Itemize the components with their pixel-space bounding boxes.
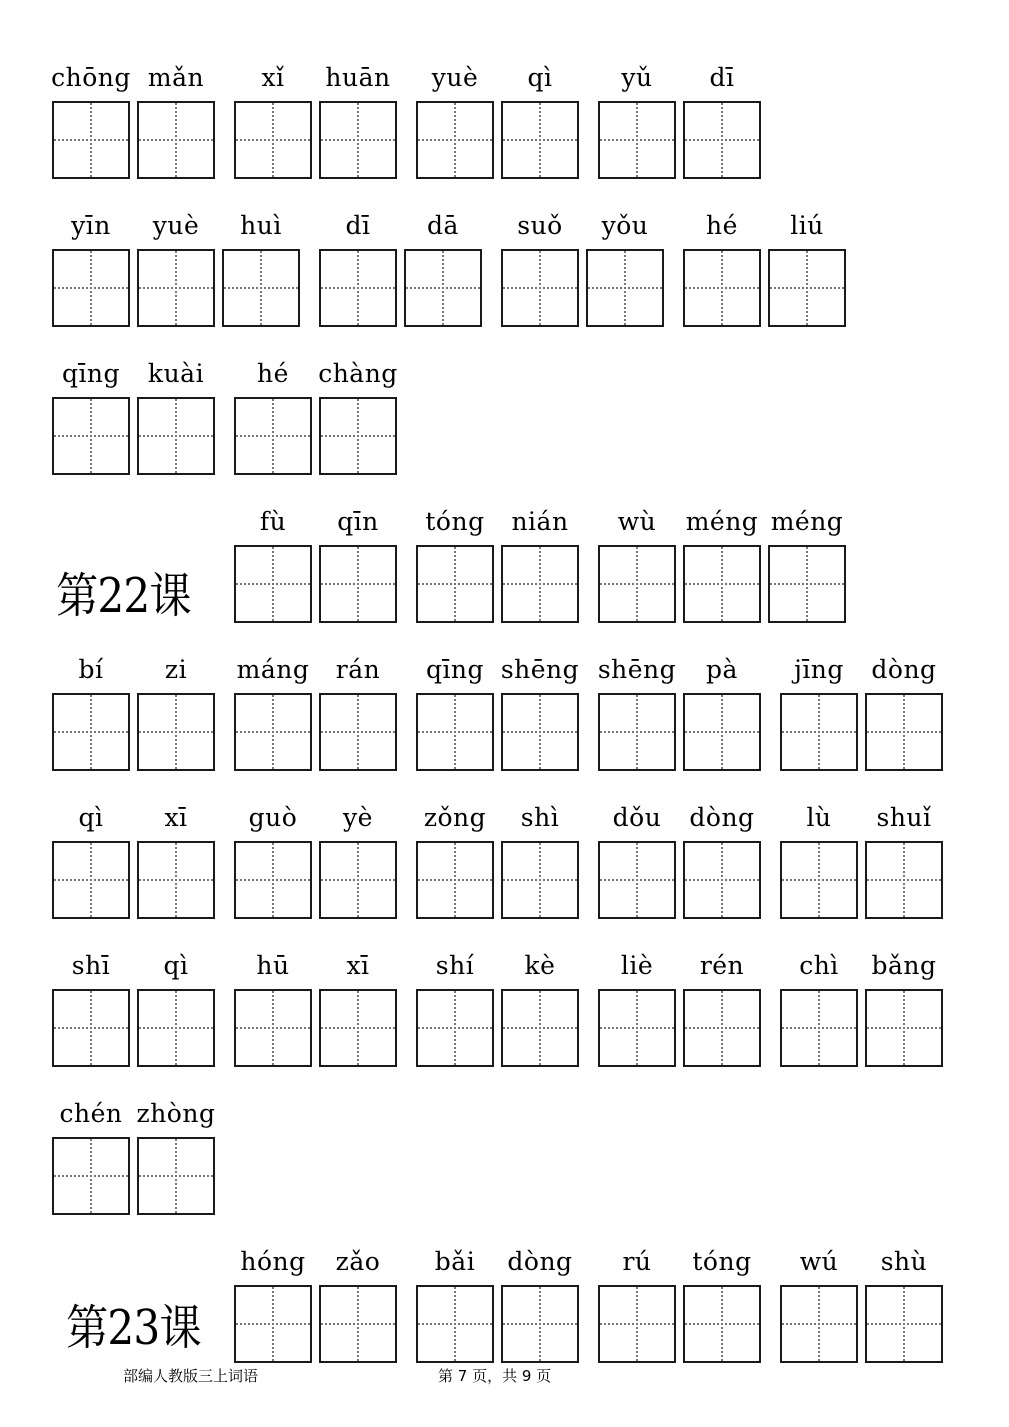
writing-grid-box[interactable] <box>683 545 761 623</box>
syllable <box>499 802 581 834</box>
word-row <box>0 950 1009 1070</box>
writing-grid-box[interactable] <box>234 693 312 771</box>
syllable <box>50 358 132 390</box>
pinyin-label: liú <box>790 211 824 240</box>
syllable <box>135 654 217 686</box>
syllable <box>414 654 496 686</box>
writing-grid-box[interactable] <box>52 1137 130 1215</box>
syllable <box>584 210 666 242</box>
grid-guide-horizontal <box>139 287 213 289</box>
pinyin-label: chén <box>59 1099 123 1128</box>
pinyin-label: rán <box>335 655 381 684</box>
grid-guide-horizontal <box>588 287 662 289</box>
writing-grid-box[interactable] <box>137 841 215 919</box>
grid-guide-horizontal <box>685 139 759 141</box>
grid-guide-horizontal <box>54 1175 128 1177</box>
syllable <box>232 358 314 390</box>
pinyin-label: dòng <box>689 803 755 832</box>
writing-grid-box[interactable] <box>865 841 943 919</box>
pinyin-label: suǒ <box>517 211 563 240</box>
pinyin-label: xǐ <box>261 63 285 92</box>
pinyin-label: yǔ <box>621 63 653 92</box>
grid-guide-horizontal <box>321 879 395 881</box>
grid-guide-horizontal <box>503 879 577 881</box>
syllable <box>135 210 217 242</box>
writing-grid-box[interactable] <box>319 249 397 327</box>
grid-guide-horizontal <box>321 287 395 289</box>
grid-guide-horizontal <box>867 1027 941 1029</box>
pinyin-label: yīn <box>71 211 111 240</box>
syllable <box>50 1098 132 1130</box>
syllable <box>596 802 678 834</box>
grid-guide-horizontal <box>600 139 674 141</box>
pinyin-label: chì <box>799 951 839 980</box>
syllable <box>778 1246 860 1278</box>
syllable <box>681 802 763 834</box>
syllable <box>135 950 217 982</box>
grid-guide-horizontal <box>770 287 844 289</box>
grid-guide-horizontal <box>600 879 674 881</box>
pinyin-label: huān <box>325 63 391 92</box>
grid-guide-horizontal <box>867 731 941 733</box>
writing-grid-box[interactable] <box>234 397 312 475</box>
writing-grid-box[interactable] <box>52 101 130 179</box>
writing-grid-box[interactable] <box>319 1285 397 1363</box>
writing-grid-box[interactable] <box>137 101 215 179</box>
writing-grid-box[interactable] <box>501 693 579 771</box>
writing-grid-box[interactable] <box>598 1285 676 1363</box>
syllable <box>317 506 399 538</box>
grid-guide-horizontal <box>418 1323 492 1325</box>
writing-grid-box[interactable] <box>501 1285 579 1363</box>
pinyin-label: kuài <box>147 359 205 388</box>
word-row <box>0 210 1009 330</box>
syllable <box>220 210 302 242</box>
pinyin-label: liè <box>620 951 654 980</box>
grid-guide-horizontal <box>782 1027 856 1029</box>
writing-grid-box[interactable] <box>780 1285 858 1363</box>
pinyin-label: qì <box>163 951 189 980</box>
syllable <box>681 1246 763 1278</box>
pinyin-label: shí <box>435 951 475 980</box>
pinyin-label: zǎo <box>335 1247 381 1276</box>
grid-guide-horizontal <box>321 1027 395 1029</box>
word-row <box>0 802 1009 922</box>
pinyin-label: bǎi <box>434 1247 476 1276</box>
writing-grid-box[interactable] <box>416 989 494 1067</box>
writing-grid-box[interactable] <box>598 693 676 771</box>
grid-guide-horizontal <box>418 1027 492 1029</box>
writing-grid-box[interactable] <box>52 397 130 475</box>
pinyin-label: zhòng <box>136 1099 216 1128</box>
syllable <box>681 950 763 982</box>
grid-guide-horizontal <box>503 583 577 585</box>
syllable <box>402 210 484 242</box>
syllable <box>232 506 314 538</box>
grid-guide-horizontal <box>418 879 492 881</box>
syllable <box>135 802 217 834</box>
writing-grid-box[interactable] <box>598 545 676 623</box>
pinyin-label: qì <box>78 803 104 832</box>
grid-guide-horizontal <box>600 731 674 733</box>
syllable <box>317 358 399 390</box>
grid-guide-horizontal <box>503 731 577 733</box>
grid-guide-horizontal <box>139 435 213 437</box>
writing-grid-box[interactable] <box>137 989 215 1067</box>
grid-guide-horizontal <box>139 1175 213 1177</box>
pinyin-label: pà <box>706 655 738 684</box>
syllable <box>135 62 217 94</box>
writing-grid-box[interactable] <box>319 989 397 1067</box>
grid-guide-horizontal <box>867 1323 941 1325</box>
grid-guide-horizontal <box>782 1323 856 1325</box>
writing-grid-box[interactable] <box>598 989 676 1067</box>
grid-guide-horizontal <box>236 1027 310 1029</box>
lesson-heading: 第22课 <box>56 568 191 624</box>
writing-grid-box[interactable] <box>234 101 312 179</box>
pinyin-label: bǎng <box>871 951 937 980</box>
pinyin-label: hū <box>256 951 290 980</box>
pinyin-label: zi <box>164 655 188 684</box>
pinyin-label: chōng <box>51 63 131 92</box>
grid-guide-horizontal <box>236 879 310 881</box>
syllable <box>766 210 848 242</box>
grid-guide-horizontal <box>418 583 492 585</box>
writing-grid-box[interactable] <box>501 545 579 623</box>
pinyin-label: hé <box>257 359 289 388</box>
grid-guide-horizontal <box>685 879 759 881</box>
writing-grid-box[interactable] <box>683 249 761 327</box>
writing-grid-box[interactable] <box>865 1285 943 1363</box>
grid-guide-horizontal <box>236 731 310 733</box>
writing-grid-box[interactable] <box>137 397 215 475</box>
syllable <box>681 62 763 94</box>
syllable <box>681 210 763 242</box>
syllable <box>681 654 763 686</box>
pinyin-label: jīng <box>794 655 844 684</box>
grid-guide-horizontal <box>321 731 395 733</box>
syllable <box>499 950 581 982</box>
pinyin-label: dǒu <box>612 803 662 832</box>
grid-guide-horizontal <box>139 879 213 881</box>
syllable <box>232 62 314 94</box>
grid-guide-horizontal <box>54 287 128 289</box>
word-row <box>0 62 1009 182</box>
writing-grid-box[interactable] <box>768 249 846 327</box>
writing-grid-box[interactable] <box>501 101 579 179</box>
pinyin-label: lù <box>806 803 832 832</box>
writing-grid-box[interactable] <box>501 249 579 327</box>
pinyin-label: dòng <box>871 655 937 684</box>
pinyin-label: wù <box>617 507 657 536</box>
pinyin-label: dòng <box>507 1247 573 1276</box>
syllable <box>499 506 581 538</box>
writing-grid-box[interactable] <box>319 101 397 179</box>
pinyin-label: dī <box>345 211 371 240</box>
writing-grid-box[interactable] <box>683 101 761 179</box>
pinyin-label: rén <box>699 951 745 980</box>
grid-guide-horizontal <box>782 879 856 881</box>
grid-guide-horizontal <box>406 287 480 289</box>
writing-grid-box[interactable] <box>416 545 494 623</box>
pinyin-label: shēng <box>597 655 677 684</box>
grid-guide-horizontal <box>867 879 941 881</box>
pinyin-label: mǎn <box>147 63 205 92</box>
syllable <box>499 1246 581 1278</box>
pinyin-label: qīng <box>425 655 485 684</box>
syllable <box>499 654 581 686</box>
grid-guide-horizontal <box>685 1323 759 1325</box>
grid-guide-horizontal <box>685 731 759 733</box>
pinyin-label: yuè <box>431 63 479 92</box>
pinyin-label: wú <box>799 1247 839 1276</box>
writing-grid-box[interactable] <box>598 841 676 919</box>
writing-grid-box[interactable] <box>137 1137 215 1215</box>
footer-page-number: 第 7 页，共 9 页 <box>438 1367 552 1385</box>
writing-grid-box[interactable] <box>416 1285 494 1363</box>
syllable <box>50 802 132 834</box>
pinyin-label: tóng <box>425 507 485 536</box>
grid-guide-horizontal <box>600 1027 674 1029</box>
writing-grid-box[interactable] <box>222 249 300 327</box>
pinyin-label: hóng <box>240 1247 306 1276</box>
writing-grid-box[interactable] <box>586 249 664 327</box>
syllable <box>414 506 496 538</box>
grid-guide-horizontal <box>503 287 577 289</box>
grid-guide-horizontal <box>503 1027 577 1029</box>
syllable <box>681 506 763 538</box>
pinyin-label: huì <box>240 211 282 240</box>
word-row <box>0 506 1009 626</box>
syllable <box>499 62 581 94</box>
pinyin-label: shì <box>520 803 560 832</box>
grid-guide-horizontal <box>139 139 213 141</box>
syllable <box>50 210 132 242</box>
lesson-heading: 第23课 <box>66 1300 201 1356</box>
syllable <box>232 950 314 982</box>
syllable <box>499 210 581 242</box>
writing-grid-box[interactable] <box>137 249 215 327</box>
syllable <box>414 62 496 94</box>
pinyin-label: chàng <box>318 359 398 388</box>
syllable <box>232 654 314 686</box>
syllable <box>317 1246 399 1278</box>
pinyin-label: qīng <box>61 359 121 388</box>
writing-grid-box[interactable] <box>865 693 943 771</box>
grid-guide-horizontal <box>321 583 395 585</box>
syllable <box>317 210 399 242</box>
pinyin-label: shēng <box>500 655 580 684</box>
syllable <box>232 802 314 834</box>
word-row <box>0 1246 1009 1366</box>
grid-guide-horizontal <box>236 435 310 437</box>
writing-grid-box[interactable] <box>416 101 494 179</box>
pinyin-label: máng <box>236 655 310 684</box>
writing-grid-box[interactable] <box>683 989 761 1067</box>
syllable <box>596 506 678 538</box>
syllable <box>317 654 399 686</box>
syllable <box>596 654 678 686</box>
syllable <box>596 950 678 982</box>
grid-guide-horizontal <box>503 139 577 141</box>
word-row <box>0 654 1009 774</box>
pinyin-label: zǒng <box>423 803 487 832</box>
pinyin-label: qīn <box>337 507 379 536</box>
footer-book-title: 部编人教版三上词语 <box>123 1367 259 1385</box>
pinyin-label: qì <box>527 63 553 92</box>
pinyin-label: méng <box>770 507 844 536</box>
grid-guide-horizontal <box>685 287 759 289</box>
syllable <box>317 62 399 94</box>
grid-guide-horizontal <box>321 1323 395 1325</box>
syllable <box>135 1098 217 1130</box>
syllable <box>135 358 217 390</box>
grid-guide-horizontal <box>503 1323 577 1325</box>
syllable <box>596 1246 678 1278</box>
syllable <box>778 654 860 686</box>
grid-guide-horizontal <box>236 139 310 141</box>
pinyin-label: guò <box>248 803 298 832</box>
writing-grid-box[interactable] <box>768 545 846 623</box>
writing-grid-box[interactable] <box>234 989 312 1067</box>
writing-grid-box[interactable] <box>234 545 312 623</box>
syllable <box>50 654 132 686</box>
grid-guide-horizontal <box>770 583 844 585</box>
pinyin-label: xī <box>164 803 188 832</box>
grid-guide-horizontal <box>321 139 395 141</box>
writing-grid-box[interactable] <box>683 693 761 771</box>
grid-guide-horizontal <box>54 879 128 881</box>
syllable <box>863 1246 945 1278</box>
pinyin-label: tóng <box>692 1247 752 1276</box>
pinyin-label: shuǐ <box>876 803 932 832</box>
syllable <box>863 654 945 686</box>
grid-guide-horizontal <box>685 1027 759 1029</box>
word-row <box>0 358 1009 478</box>
writing-grid-box[interactable] <box>234 841 312 919</box>
pinyin-label: shī <box>71 951 111 980</box>
pinyin-label: hé <box>706 211 738 240</box>
syllable <box>317 950 399 982</box>
grid-guide-horizontal <box>600 583 674 585</box>
grid-guide-horizontal <box>54 139 128 141</box>
grid-guide-horizontal <box>236 1323 310 1325</box>
writing-grid-box[interactable] <box>780 693 858 771</box>
grid-guide-horizontal <box>600 1323 674 1325</box>
pinyin-label: yǒu <box>601 211 649 240</box>
grid-guide-horizontal <box>236 583 310 585</box>
pinyin-label: nián <box>511 507 569 536</box>
pinyin-label: rú <box>622 1247 652 1276</box>
syllable <box>766 506 848 538</box>
writing-grid-box[interactable] <box>501 841 579 919</box>
grid-guide-horizontal <box>685 583 759 585</box>
writing-grid-box[interactable] <box>52 989 130 1067</box>
writing-grid-box[interactable] <box>52 693 130 771</box>
grid-guide-horizontal <box>321 435 395 437</box>
writing-grid-box[interactable] <box>52 249 130 327</box>
writing-grid-box[interactable] <box>319 693 397 771</box>
writing-grid-box[interactable] <box>416 693 494 771</box>
syllable <box>414 950 496 982</box>
grid-guide-horizontal <box>54 1027 128 1029</box>
writing-grid-box[interactable] <box>234 1285 312 1363</box>
pinyin-label: dī <box>709 63 735 92</box>
syllable <box>863 802 945 834</box>
writing-grid-box[interactable] <box>404 249 482 327</box>
grid-guide-horizontal <box>54 731 128 733</box>
syllable <box>50 62 132 94</box>
pinyin-label: bí <box>78 655 104 684</box>
grid-guide-horizontal <box>54 435 128 437</box>
pinyin-label: yuè <box>152 211 200 240</box>
grid-guide-horizontal <box>418 139 492 141</box>
writing-grid-box[interactable] <box>501 989 579 1067</box>
pinyin-label: shù <box>880 1247 928 1276</box>
syllable <box>232 1246 314 1278</box>
grid-guide-horizontal <box>139 1027 213 1029</box>
word-row <box>0 1098 1009 1218</box>
writing-grid-box[interactable] <box>780 841 858 919</box>
grid-guide-horizontal <box>418 731 492 733</box>
writing-grid-box[interactable] <box>683 1285 761 1363</box>
grid-guide-horizontal <box>139 731 213 733</box>
pinyin-label: dā <box>427 211 459 240</box>
syllable <box>778 950 860 982</box>
syllable <box>317 802 399 834</box>
pinyin-label: méng <box>685 507 759 536</box>
grid-guide-horizontal <box>782 731 856 733</box>
pinyin-label: kè <box>524 951 556 980</box>
writing-grid-box[interactable] <box>137 693 215 771</box>
writing-grid-box[interactable] <box>319 545 397 623</box>
writing-grid-box[interactable] <box>52 841 130 919</box>
syllable <box>863 950 945 982</box>
syllable <box>50 950 132 982</box>
syllable <box>778 802 860 834</box>
pinyin-label: xī <box>346 951 370 980</box>
writing-grid-box[interactable] <box>319 397 397 475</box>
syllable <box>414 1246 496 1278</box>
writing-grid-box[interactable] <box>598 101 676 179</box>
pinyin-label: yè <box>343 803 373 832</box>
grid-guide-horizontal <box>224 287 298 289</box>
pinyin-label: fù <box>259 507 287 536</box>
writing-grid-box[interactable] <box>319 841 397 919</box>
writing-grid-box[interactable] <box>416 841 494 919</box>
writing-grid-box[interactable] <box>865 989 943 1067</box>
syllable <box>414 802 496 834</box>
syllable <box>596 62 678 94</box>
writing-grid-box[interactable] <box>780 989 858 1067</box>
writing-grid-box[interactable] <box>683 841 761 919</box>
